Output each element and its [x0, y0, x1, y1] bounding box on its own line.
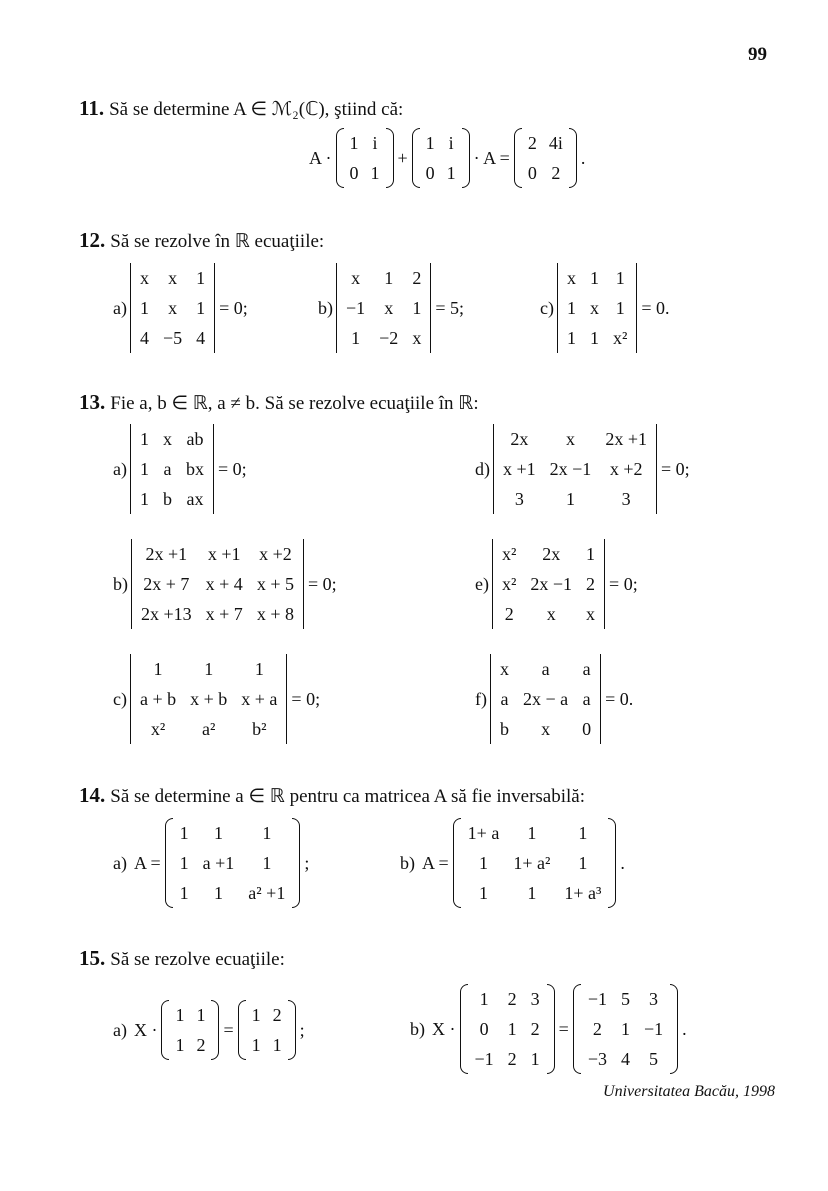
operator-text: =: [558, 1018, 569, 1039]
matrix-cell: x: [586, 603, 596, 624]
left-paren: [336, 128, 344, 188]
matrix-cell: 3: [530, 988, 540, 1009]
matrix-cell: 2: [272, 1004, 282, 1025]
problem-number: 15.: [79, 946, 106, 970]
right-paren: [386, 128, 394, 188]
left-paren: [573, 984, 581, 1074]
matrix-cell: x²: [612, 327, 628, 348]
item-label: b): [318, 297, 333, 318]
matrix-cell: 1: [566, 327, 576, 348]
matrix-cell: 1: [139, 297, 149, 318]
matrix-cell: 3: [649, 988, 659, 1009]
matrix-row: [493, 684, 598, 714]
matrix-cell: x: [162, 428, 172, 449]
problem-13-heading: [79, 390, 479, 415]
matrix-row: [420, 158, 462, 188]
problem-11-heading: [79, 96, 403, 121]
left-paren: [460, 984, 468, 1074]
matrix-cell: x + 5: [256, 573, 294, 594]
problem-number: 11.: [79, 96, 105, 120]
operator-text: = 0;: [291, 688, 321, 709]
operator-text: X ·: [432, 1018, 456, 1039]
matrix-cell: 1: [196, 297, 206, 318]
problem-text: Să se rezolve în ℝ ecuaţiile:: [110, 231, 325, 252]
problem-text: Fie a, b ∈ ℝ, a ≠ b. Să se rezolve ecuaţiile în ℝ:: [110, 393, 479, 414]
matrix-cell: 1: [204, 658, 214, 679]
matrix-cell: −2: [379, 327, 399, 348]
matrix-cell: a: [541, 658, 550, 679]
matrix-cell: x²: [501, 543, 517, 564]
item-label: f): [475, 688, 487, 709]
operator-text: = 0;: [307, 573, 337, 594]
matrix-cell: x: [168, 267, 178, 288]
matrix-row: [495, 539, 602, 569]
matrix-cell: 1: [196, 1004, 206, 1025]
matrix-row: [420, 128, 462, 158]
matrix-row: [339, 263, 428, 293]
right-paren: [670, 984, 678, 1074]
matrix-row: [134, 539, 301, 569]
operator-text: A =: [422, 852, 449, 873]
matrix-row: [560, 263, 634, 293]
matrix: [453, 818, 617, 908]
matrix-cell: 1: [527, 822, 537, 843]
matrix-cell: 4: [620, 1048, 630, 1069]
problem-number: 12.: [79, 228, 106, 252]
matrix-cell: 1: [175, 1004, 185, 1025]
matrix-cell: bx: [185, 458, 204, 479]
matrix-row: [468, 1044, 547, 1074]
problem-number: 13.: [79, 390, 106, 414]
matrix-row: [133, 323, 212, 353]
operator-text: ;: [299, 1019, 305, 1040]
matrix-cell: −1: [587, 988, 607, 1009]
matrix-row: [133, 714, 284, 744]
matrix-cell: x + 7: [205, 603, 243, 624]
matrix-row: [133, 293, 212, 323]
matrix-cell: x: [412, 327, 422, 348]
item-label: a): [113, 852, 127, 873]
matrix-cell: x²: [501, 573, 517, 594]
determinant: [490, 654, 601, 744]
matrix-row: [173, 848, 293, 878]
matrix-cell: x: [168, 297, 178, 318]
matrix-cell: 1: [620, 1018, 630, 1039]
matrix-row: [493, 654, 598, 684]
matrix-cell: 2x: [542, 543, 561, 564]
matrix-cell: x + 8: [256, 603, 294, 624]
operator-text: X ·: [133, 1019, 158, 1040]
matrix-cell: 2: [527, 132, 537, 153]
matrix-cell: 0: [479, 1018, 489, 1039]
determinant: [130, 654, 287, 744]
matrix-cell: 1: [530, 1048, 540, 1069]
determinant: [130, 424, 214, 514]
matrix-cell: 2x +1: [145, 543, 188, 564]
matrix-cell: 0: [527, 162, 537, 183]
matrix-cell: 2: [530, 1018, 540, 1039]
matrix-cell: 2: [551, 162, 561, 183]
matrix-cell: a: [163, 458, 172, 479]
item-label: c): [113, 688, 127, 709]
matrix: [161, 1000, 219, 1060]
problem-13f: [475, 654, 637, 744]
matrix-cell: −3: [587, 1048, 607, 1069]
matrix-row: [133, 654, 284, 684]
matrix-cell: 2x −1: [530, 573, 573, 594]
determinant: [130, 263, 215, 353]
matrix-cell: 2x −1: [549, 458, 592, 479]
page-number: 99: [748, 44, 767, 65]
matrix-cell: x +2: [259, 543, 292, 564]
matrix-cell: 2: [507, 988, 517, 1009]
matrix-row: [522, 158, 569, 188]
matrix-cell: 1: [446, 162, 456, 183]
matrix-cell: 2: [412, 267, 422, 288]
matrix-cell: 2x + 7: [143, 573, 190, 594]
matrix-row: [461, 818, 609, 848]
problem-13e: [475, 539, 642, 629]
right-paren: [292, 818, 300, 908]
matrix-row: [339, 323, 428, 353]
matrix-cell: 1: [478, 882, 488, 903]
problem-12-heading: [79, 228, 324, 253]
operator-text: ;: [304, 852, 310, 873]
matrix-cell: 1: [153, 658, 163, 679]
matrix-row: [496, 424, 654, 454]
matrix-row: [133, 263, 212, 293]
matrix-cell: 1: [425, 132, 435, 153]
matrix-cell: 4: [196, 327, 206, 348]
matrix-cell: x +2: [609, 458, 643, 479]
right-paren: [211, 1000, 219, 1060]
matrix-row: [134, 599, 301, 629]
matrix-cell: 1: [179, 822, 189, 843]
problem-13a: [113, 424, 251, 514]
left-paren: [412, 128, 420, 188]
item-label: b): [113, 573, 128, 594]
operator-text: A ·: [309, 147, 332, 168]
item-label: c): [540, 297, 554, 318]
problem-15a: [113, 1000, 309, 1060]
matrix-cell: x: [565, 428, 575, 449]
matrix-cell: 2x +1: [605, 428, 647, 449]
matrix-cell: 0: [582, 718, 592, 739]
matrix-cell: 1: [589, 267, 599, 288]
matrix-cell: 1: [566, 297, 576, 318]
matrix-cell: 1: [139, 458, 149, 479]
matrix-cell: 1: [139, 428, 149, 449]
matrix-row: [581, 1044, 670, 1074]
problem-text: Să se rezolve ecuaţiile:: [110, 949, 285, 970]
operator-text: +: [397, 147, 408, 168]
matrix: [336, 128, 394, 188]
matrix-cell: x: [500, 658, 509, 679]
matrix-cell: x +1: [503, 458, 536, 479]
problem-text: Să se determine A ∈ ℳ₂(ℂ), ştiind că:: [109, 99, 404, 120]
matrix-row: [344, 158, 386, 188]
determinant: [131, 539, 304, 629]
matrix-cell: b²: [252, 718, 267, 739]
matrix-row: [468, 1014, 547, 1044]
matrix-cell: 1: [349, 132, 359, 153]
right-paren: [569, 128, 577, 188]
operator-text: = 0;: [217, 458, 247, 479]
determinant: [493, 424, 657, 514]
matrix-cell: 3: [621, 488, 631, 509]
matrix-cell: 2x − a: [523, 688, 569, 709]
matrix-cell: 2: [504, 603, 514, 624]
matrix-row: [246, 1030, 288, 1060]
matrix-cell: a: [500, 688, 509, 709]
matrix-cell: a² +1: [248, 882, 286, 903]
matrix-row: [468, 984, 547, 1014]
item-label: a): [113, 1019, 127, 1040]
matrix-cell: x: [384, 297, 394, 318]
operator-text: = 0;: [219, 297, 248, 318]
matrix-cell: 2: [586, 573, 596, 594]
problem-15b: [410, 984, 691, 1074]
item-label: b): [410, 1018, 425, 1039]
matrix-cell: 1: [615, 267, 625, 288]
problem-13d: [475, 424, 694, 514]
matrix-row: [496, 484, 654, 514]
matrix-cell: 1: [251, 1004, 261, 1025]
matrix-cell: i: [372, 132, 378, 153]
matrix-cell: 1: [370, 162, 380, 183]
matrix-cell: 1: [251, 1034, 261, 1055]
problem-11-equation: [305, 128, 589, 188]
matrix-row: [173, 878, 293, 908]
matrix-cell: b: [162, 488, 172, 509]
operator-text: .: [620, 852, 625, 873]
matrix-cell: 2x +13: [141, 603, 192, 624]
problem-14-heading: [79, 783, 585, 808]
matrix-row: [169, 1030, 211, 1060]
matrix-cell: 1: [272, 1034, 282, 1055]
item-label: a): [113, 458, 127, 479]
matrix-cell: 1: [589, 327, 599, 348]
matrix-cell: x: [139, 267, 149, 288]
matrix-row: [173, 818, 293, 848]
matrix-row: [560, 323, 634, 353]
matrix-cell: 1: [412, 297, 422, 318]
matrix-cell: 2: [507, 1048, 517, 1069]
matrix: [412, 128, 470, 188]
matrix-cell: 1: [139, 488, 149, 509]
matrix-cell: a: [582, 658, 591, 679]
matrix-cell: x: [589, 297, 599, 318]
matrix-cell: 1: [586, 543, 596, 564]
matrix-cell: 2: [196, 1034, 206, 1055]
matrix-cell: x +1: [207, 543, 241, 564]
matrix-row: [133, 684, 284, 714]
matrix-cell: 2: [592, 1018, 602, 1039]
matrix-row: [133, 424, 211, 454]
matrix-cell: x²: [150, 718, 166, 739]
matrix-cell: 1: [578, 852, 588, 873]
matrix-row: [246, 1000, 288, 1030]
matrix-row: [133, 484, 211, 514]
matrix-row: [581, 984, 670, 1014]
matrix-row: [461, 878, 609, 908]
item-label: e): [475, 573, 489, 594]
matrix-cell: x: [541, 718, 551, 739]
matrix-cell: 1: [179, 852, 189, 873]
matrix-cell: 1: [196, 267, 206, 288]
operator-text: .: [682, 1018, 687, 1039]
matrix-row: [560, 293, 634, 323]
matrix-row: [493, 714, 598, 744]
matrix-cell: −1: [643, 1018, 664, 1039]
matrix-cell: x + a: [241, 688, 278, 709]
left-paren: [453, 818, 461, 908]
left-paren: [165, 818, 173, 908]
matrix-cell: x + b: [190, 688, 228, 709]
problem-14a: [113, 818, 313, 908]
matrix-cell: 1+ a²: [513, 852, 551, 873]
problem-12a: [113, 263, 252, 353]
problem-13c: [113, 654, 324, 744]
left-paren: [514, 128, 522, 188]
matrix-cell: 1: [254, 658, 264, 679]
matrix-row: [169, 1000, 211, 1030]
matrix-row: [133, 454, 211, 484]
matrix: [514, 128, 577, 188]
matrix-cell: 1: [179, 882, 189, 903]
operator-text: .: [580, 147, 586, 168]
matrix-cell: 1: [351, 327, 361, 348]
matrix-cell: x + 4: [205, 573, 243, 594]
determinant: [557, 263, 637, 353]
item-label: d): [475, 458, 490, 479]
item-label: b): [400, 852, 415, 873]
matrix-cell: 1: [527, 882, 537, 903]
matrix-cell: i: [448, 132, 454, 153]
matrix-cell: x: [351, 267, 361, 288]
matrix-cell: 1: [384, 267, 394, 288]
matrix-row: [496, 454, 654, 484]
problem-14b: [400, 818, 629, 908]
matrix-cell: 1: [565, 488, 575, 509]
operator-text: A =: [133, 852, 161, 873]
determinant: [492, 539, 605, 629]
matrix-cell: 0: [425, 162, 435, 183]
left-paren: [238, 1000, 246, 1060]
matrix-cell: a: [582, 688, 591, 709]
right-paren: [547, 984, 555, 1074]
matrix-row: [461, 848, 609, 878]
matrix-cell: 4: [139, 327, 149, 348]
matrix-row: [495, 599, 602, 629]
matrix-cell: a²: [202, 718, 216, 739]
matrix-cell: a + b: [139, 688, 177, 709]
matrix-cell: 2x: [510, 428, 529, 449]
matrix: [460, 984, 555, 1074]
determinant: [336, 263, 431, 353]
operator-text: = 0;: [609, 573, 638, 594]
matrix-cell: 1: [507, 1018, 517, 1039]
problem-text: Să se determine a ∈ ℝ pentru ca matricea A să fie inversabilă:: [110, 786, 585, 807]
operator-text: = 0.: [605, 688, 634, 709]
problem-number: 14.: [79, 783, 106, 807]
matrix-cell: 4i: [548, 132, 563, 153]
operator-text: = 5;: [435, 297, 464, 318]
right-paren: [288, 1000, 296, 1060]
matrix-cell: ab: [186, 428, 204, 449]
citation: Universitatea Bacău, 1998: [603, 1083, 775, 1100]
left-paren: [161, 1000, 169, 1060]
matrix: [238, 1000, 296, 1060]
matrix-cell: 1: [175, 1034, 185, 1055]
matrix-cell: b: [500, 718, 509, 739]
matrix-cell: 1: [213, 882, 223, 903]
matrix-cell: x: [546, 603, 556, 624]
matrix-cell: 1: [478, 852, 488, 873]
matrix-cell: 1: [615, 297, 625, 318]
right-paren: [608, 818, 616, 908]
matrix-cell: 1: [213, 822, 223, 843]
problem-13b: [113, 539, 341, 629]
matrix-cell: −1: [474, 1048, 494, 1069]
matrix-cell: 0: [349, 162, 359, 183]
matrix-cell: 1+ a: [467, 822, 500, 843]
matrix-cell: a +1: [202, 852, 235, 873]
operator-text: · A =: [473, 147, 510, 168]
matrix: [165, 818, 301, 908]
matrix-cell: −1: [346, 297, 366, 318]
matrix-cell: 3: [514, 488, 524, 509]
operator-text: = 0;: [660, 458, 690, 479]
matrix-cell: 5: [620, 988, 630, 1009]
problem-12b: [318, 263, 468, 353]
matrix-cell: 1+ a³: [564, 882, 602, 903]
matrix-row: [581, 1014, 670, 1044]
matrix-cell: ax: [186, 488, 204, 509]
matrix-row: [495, 569, 602, 599]
item-label: a): [113, 297, 127, 318]
problem-12c: [540, 263, 674, 353]
right-paren: [462, 128, 470, 188]
matrix-cell: x: [566, 267, 576, 288]
matrix-row: [344, 128, 386, 158]
matrix-cell: 1: [262, 852, 272, 873]
matrix-row: [339, 293, 428, 323]
matrix-row: [522, 128, 569, 158]
matrix-cell: 1: [262, 822, 272, 843]
matrix-cell: 5: [649, 1048, 659, 1069]
operator-text: = 0.: [641, 297, 670, 318]
matrix-cell: 1: [479, 988, 489, 1009]
problem-15-heading: [79, 946, 285, 971]
matrix-row: [134, 569, 301, 599]
operator-text: =: [223, 1019, 234, 1040]
matrix-cell: −5: [162, 327, 183, 348]
matrix-cell: 1: [578, 822, 588, 843]
matrix: [573, 984, 678, 1074]
